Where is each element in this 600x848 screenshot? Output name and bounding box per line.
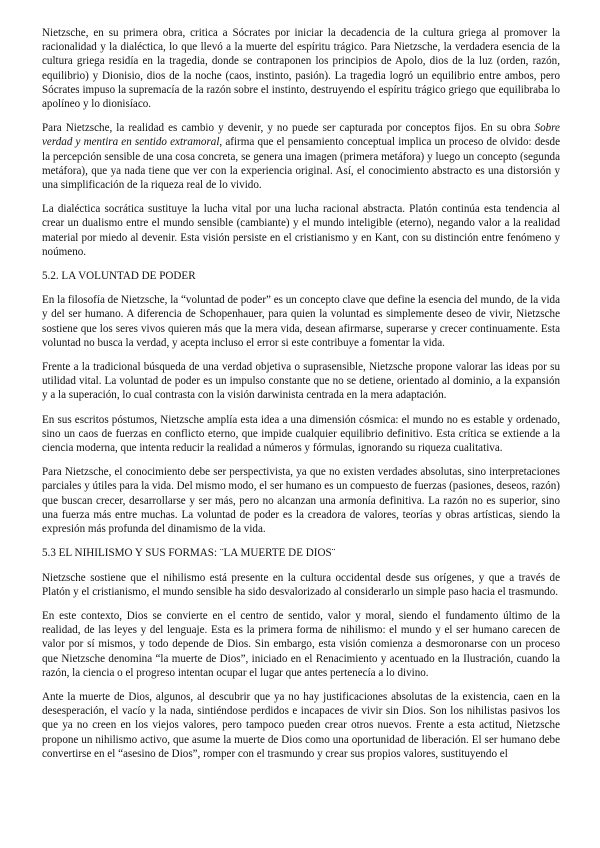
paragraph-passive-active-nihilism: Ante la muerte de Dios, algunos, al descubrir que ya no hay justificaciones absolutas de la existencia, caen en la desesperación, el vacío y la nada, sintiéndose perdidos e incapaces de vivir sin Dios. Son los nihilistas pasivos los que ya no creen en los viejos valores, pero tampoco pueden crear otros nuevos. Frente a esta actitud, Nietzsche propone un nihilismo activo, que asume la muerte de Dios como una oportunidad de liberación. El ser humano debe convertirse en el “asesino de Dios”, romper con el trasmundo y crear sus propios valores, sustituyendo el bbox=[42, 690, 560, 760]
paragraph-vital-utility: Frente a la tradicional búsqueda de una verdad objetiva o suprasensible, Nietzsche propone valorar las ideas por su utilidad vital. La voluntad de poder es un impulso constante que no se detiene, orientado al dominio, a la expansión y a la superación, lo cual contrasta con la visión darwinista centrada en la mera adaptación. bbox=[42, 361, 560, 402]
paragraph-will-to-power-concept: En la filosofía de Nietzsche, la “voluntad de poder” es un concepto clave que define la esencia del mundo, de la vida y del ser humano. A diferencia de Schopenhauer, para quien la voluntad es simplemente deseo de vivir, Nietzsche sostiene que los seres vivos quieren más que la mera vida, desean afirmarse, superarse y crecer continuamente. Esta voluntad no busca la verdad, y acepta incluso el error si este contribuye a fomentar la vida. bbox=[42, 294, 560, 349]
paragraph-perspectivism: Para Nietzsche, el conocimiento debe ser perspectivista, ya que no existen verdades absolutas, sino interpretaciones parciales y útiles para la vida. Del mismo modo, el ser humano es un compuesto de fuerzas (pasiones, deseos, razón) que buscan crecer, desarrollarse y ser más, pero no alcanzan una armonía definitiva. La razón no es superior, sino una fuerza más entre muchas. La voluntad de poder es la creadora de valores, teorías y obras artísticas, siendo la expresión más profunda del dinamismo de la vida. bbox=[42, 466, 560, 536]
paragraph-text: Para Nietzsche, la realidad es cambio y devenir, y no puede ser capturada por conceptos fijos. En su obra bbox=[42, 122, 535, 135]
paragraph-nihilism-origins: Nietzsche sostiene que el nihilismo está presente en la cultura occidental desde sus orígenes, y que a través de Platón y el cristianismo, el mundo sensible ha sido desvalorizado al considerarlo un simple paso hacia el trasmundo. bbox=[42, 571, 560, 598]
paragraph-cosmic-dimension: En sus escritos póstumos, Nietzsche amplía esta idea a una dimensión cósmica: el mundo no es estable y ordenado, sino un caos de fuerzas en conflicto eterno, que impide cualquier equilibrio definitivo. Esta crítica se extiende a la ciencia moderna, que intenta reducir la realidad a números y fórmulas, ignorando su riqueza cualitativa. bbox=[42, 413, 560, 455]
paragraph-text: , afirma que el pensamiento conceptual implica un proceso de olvido: desde la percepción sensible de una cosa concreta, se genera una imagen (primera metáfora) y luego un concepto (segunda metáfora), que ya nada tiene que ver con la experiencia original. Así, el conocimiento abstracto es una distorsión y una simplificación de la riqueza real de lo vivido. bbox=[42, 136, 560, 192]
paragraph-socratic-dialectic: La dialéctica socrática sustituye la lucha vital por una lucha racional abstracta. Platón continúa esta tendencia al crear un dualismo entre el mundo sensible (cambiante) y el mundo inteligible (eterno), negando valor a la realidad material por miedo al devenir. Esta visión persiste en el cristianismo y en Kant, con su distinción entre fenómeno y noúmeno. bbox=[42, 203, 560, 258]
paragraph-reality-becoming bbox=[42, 121, 560, 192]
section-heading-will-to-power: 5.2. LA VOLUNTAD DE PODER bbox=[42, 270, 196, 283]
section-heading-nihilism: 5.3 EL NIHILISMO Y SUS FORMAS: ¨LA MUERTE DE DIOS¨ bbox=[42, 547, 336, 560]
book-title: Sobre verdad y mentira en sentido extramoral bbox=[42, 122, 560, 149]
paragraph-death-of-god: En este contexto, Dios se convierte en el centro de sentido, valor y moral, siendo el fundamento último de la realidad, de las leyes y del lenguaje. Esta es la primera forma de nihilismo: el mundo y el ser humano carecen de valor por sí mismos, y todo depende de Dios. Sin embargo, esta visión comienza a desmoronarse con un proceso que Nietzsche denomina “la muerte de Dios”, iniciado en el Renacimiento y acentuado en la Ilustración, cuando la razón, la ciencia o el progreso intentan ocupar el lugar que antes pertenecía a lo divino. bbox=[42, 609, 560, 679]
paragraph-socrates-tragedy: Nietzsche, en su primera obra, critica a Sócrates por iniciar la decadencia de la cultura griega al promover la racionalidad y la dialéctica, lo que llevó a la muerte del espíritu trágico. Para Nietzsche, la verdadera esencia de la cultura griega residía en la tragedia, donde se contraponen los principios de Apolo, dios de la luz (orden, razón, equilibrio) y Dionisio, dios de la noche (caos, instinto, pasión). La tragedia logró un equilibrio entre ambos, pero Sócrates impuso la supremacía de la razón sobre el instinto, destruyendo el espíritu trágico griego que equilibraba lo apolíneo y lo dionisíaco. bbox=[42, 27, 560, 111]
